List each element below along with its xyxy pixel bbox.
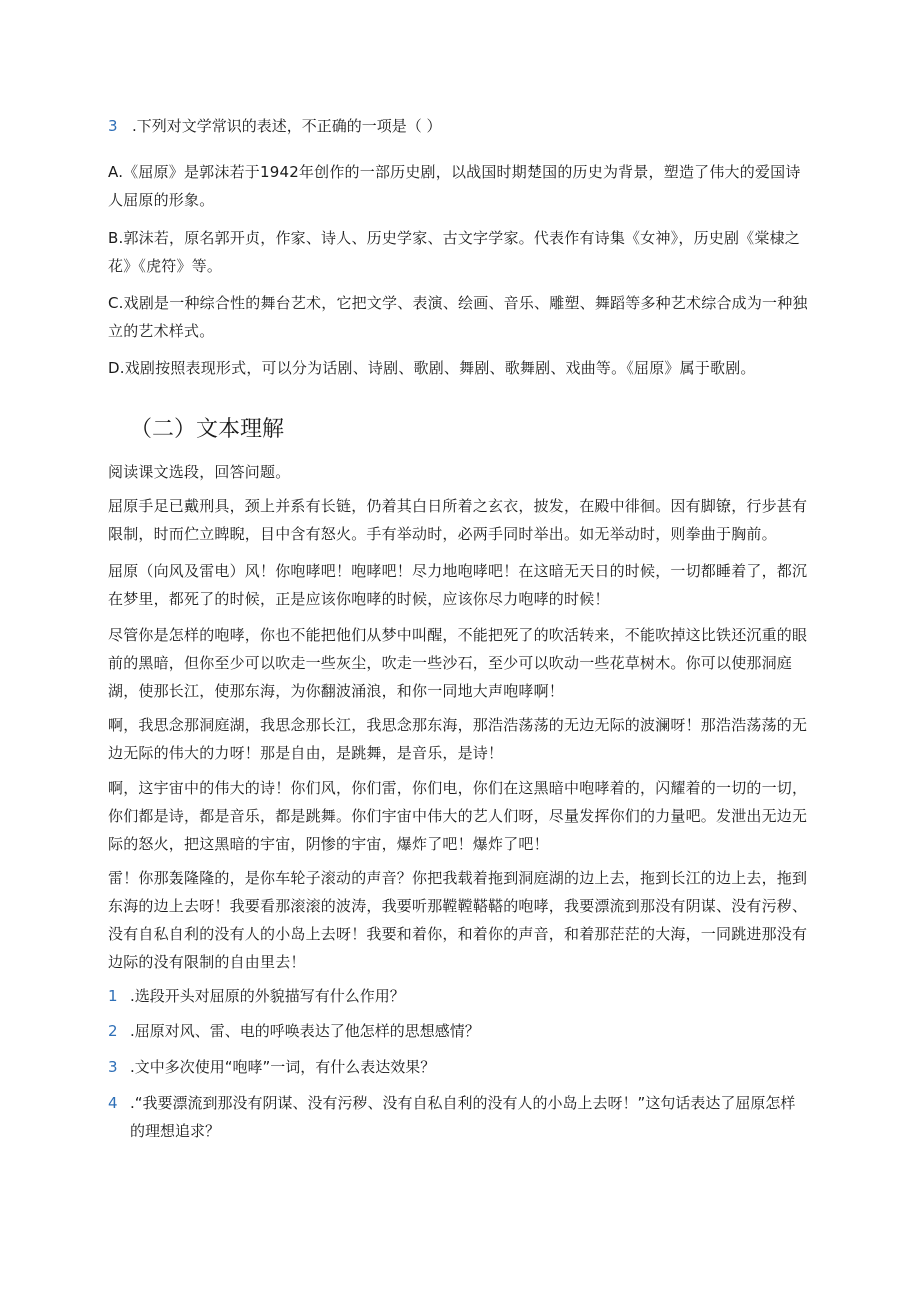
question-text: .屈原对风、雷、电的呼唤表达了他怎样的思想感情？: [130, 1022, 480, 1040]
passage-paragraph: 雷！你那轰隆隆的，是你车轮子滚动的声音？你把我载着拖到洞庭湖的边上去，拖到长江的边上去，拖到东海的边上去呀！我要看那滚滚的波涛，我要听那鞺鞺鞳鞳的咆哮，我要漂流到那没有阴谋、没有污秽、没有自私自利的没有人的小岛上去呀！我要和着你，和着你的声音，和着那茫茫的大海，一同跳进那没有边际的没有限制的自由里去！: [108, 869, 808, 971]
question-number: 4: [108, 1094, 118, 1112]
sub-question-3: [108, 1053, 808, 1081]
sub-question-2: [108, 1017, 808, 1045]
passage-paragraph: 啊，我思念那洞庭湖，我思念那长江，我思念那东海，那浩浩荡荡的无边无际的波澜呀！那浩浩荡荡的无边无际的伟大的力呀！那是自由，是跳舞，是音乐，是诗！: [108, 716, 808, 762]
passage-paragraph: 尽管你是怎样的咆哮，你也不能把他们从梦中叫醒，不能把死了的吹活转来，不能吹掉这比铁还沉重的眼前的黑暗，但你至少可以吹走一些灰尘，吹走一些沙石，至少可以吹动一些花草树木。你可以使那洞庭湖，使那长江，使那东海，为你翻波涌浪，和你一同地大声咆哮啊！: [108, 626, 808, 700]
sub-question-4: [108, 1089, 808, 1145]
question-text: .下列对文学常识的表述，不正确的一项是（ ）: [132, 117, 442, 135]
sub-question-1: [108, 982, 808, 1010]
option-c: C.戏剧是一种综合性的舞台艺术，它把文学、表演、绘画、音乐、雕塑、舞蹈等多种艺术综合成为一种独立的艺术样式。: [108, 294, 808, 340]
question-number: 1: [108, 987, 118, 1005]
option-d: D.戏剧按照表现形式，可以分为话剧、诗剧、歌剧、舞剧、歌舞剧、戏曲等。《屈原》属于歌剧。: [108, 359, 756, 377]
question-text: .“我要漂流到那没有阴谋、没有污秽、没有自私自利的没有人的小岛上去呀！”这句话表达了屈原怎样的理想追求？: [130, 1094, 796, 1140]
question-number: 3: [108, 1058, 118, 1076]
question-3-stem: [108, 116, 442, 136]
option-b: B.郭沫若，原名郭开贞，作家、诗人、历史学家、古文字学家。代表作有诗集《女神》，历史剧《棠棣之花》《虎符》等。: [108, 229, 800, 275]
question-text: .选段开头对屈原的外貌描写有什么作用？: [130, 987, 405, 1005]
option-a: A.《屈原》是郭沫若于1942年创作的一部历史剧，以战国时期楚国的历史为背景，塑造了伟大的爱国诗人屈原的形象。: [108, 163, 801, 209]
question-number: 2: [108, 1022, 118, 1040]
passage-paragraph: 屈原手足已戴刑具，颈上并系有长链，仍着其白日所着之玄衣，披发，在殿中徘徊。因有脚镣，行步甚有限制，时而伫立睥睨，目中含有怒火。手有举动时，必两手同时举出。如无举动时，则拳曲于胸前。: [108, 497, 808, 543]
passage-paragraph: 屈原（向风及雷电）风！你咆哮吧！咆哮吧！尽力地咆哮吧！在这暗无天日的时候，一切都睡着了，都沉在梦里，都死了的时候，正是应该你咆哮的时候，应该你尽力咆哮的时候！: [108, 562, 808, 608]
passage-paragraph: 啊，这宇宙中的伟大的诗！你们风，你们雷，你们电，你们在这黑暗中咆哮着的，闪耀着的一切的一切，你们都是诗，都是音乐，都是跳舞。你们宇宙中伟大的艺人们呀，尽量发挥你们的力量吧。发泄出无边无际的怒火，把这黑暗的宇宙，阴惨的宇宙，爆炸了吧！爆炸了吧！: [108, 779, 808, 853]
question-text: .文中多次使用“咆哮”一词，有什么表达效果？: [130, 1058, 436, 1076]
section-intro: 阅读课文选段，回答问题。: [108, 463, 291, 481]
question-number: 3: [108, 117, 118, 135]
section-heading: （二）文本理解: [130, 417, 285, 442]
